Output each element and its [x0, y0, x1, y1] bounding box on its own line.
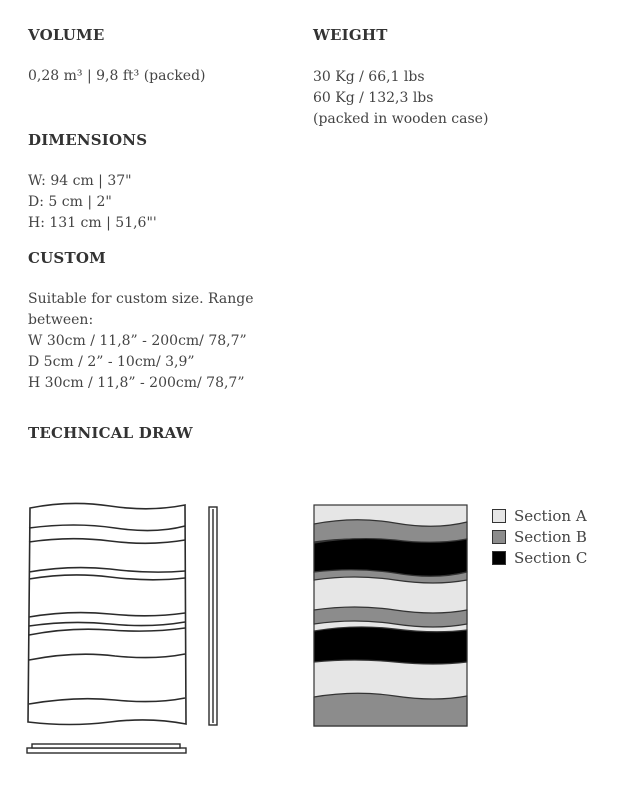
weight-line-1: 30 Kg / 66,1 lbs	[313, 69, 425, 85]
custom-line-3: W 30cm / 11,8” - 200cm/ 78,7”	[28, 333, 247, 349]
weight-line-3: (packed in wooden case)	[313, 111, 489, 127]
weight-line-2: 60 Kg / 132,3 lbs	[313, 90, 434, 106]
dimension-width: W: 94 cm | 37"	[28, 173, 132, 189]
custom-line-1: Suitable for custom size. Range	[28, 291, 254, 307]
legend-swatch-section-a	[492, 509, 506, 523]
legend-item-section-a	[492, 505, 587, 526]
custom-heading: CUSTOM	[28, 249, 106, 267]
custom-line-4: D 5cm / 2” - 10cm/ 3,9”	[28, 354, 195, 370]
custom-line-5: H 30cm / 11,8” - 200cm/ 78,7”	[28, 375, 245, 391]
section-drawing	[314, 505, 467, 726]
section-legend	[492, 505, 587, 568]
volume-value: 0,28 m³ | 9,8 ft³ (packed)	[28, 68, 206, 84]
legend-label-section-b: Section B	[514, 527, 587, 546]
top-view-drawing	[27, 744, 186, 753]
side-view-drawing	[209, 507, 217, 725]
legend-swatch-section-c	[492, 551, 506, 565]
dimension-height: H: 131 cm | 51,6"'	[28, 215, 157, 231]
front-view-drawing	[28, 503, 186, 724]
volume-heading: VOLUME	[28, 26, 105, 44]
technical-draw-heading: TECHNICAL DRAW	[28, 424, 193, 442]
custom-line-2: between:	[28, 312, 94, 328]
legend-label-section-a: Section A	[514, 506, 587, 525]
dimensions-heading: DIMENSIONS	[28, 131, 148, 149]
legend-item-section-b	[492, 526, 587, 547]
legend-swatch-section-b	[492, 530, 506, 544]
legend-label-section-c: Section C	[514, 548, 588, 567]
weight-heading: WEIGHT	[313, 26, 388, 44]
dimension-depth: D: 5 cm | 2"	[28, 194, 112, 210]
legend-item-section-c	[492, 547, 587, 568]
